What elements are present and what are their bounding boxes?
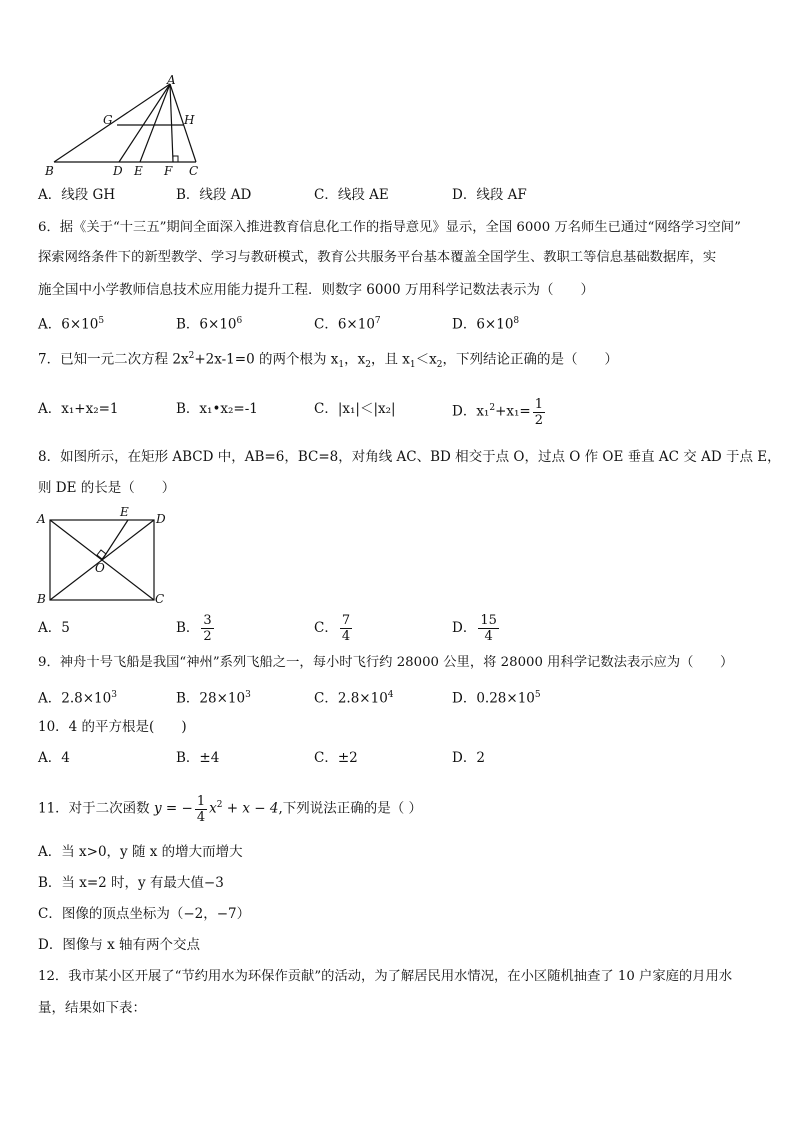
q8-option-a: A．5 xyxy=(38,620,70,636)
q11-option-a: A．当 x>0，y 随 x 的增大而增大 xyxy=(38,844,243,860)
q9-stem: 9．神舟十号飞船是我国“神州”系列飞船之一，每小时飞行约 28000 公里，将 28000 用科学记数法表示应为（ ） xyxy=(38,655,734,670)
label-O: O xyxy=(95,561,105,575)
label-B: B xyxy=(37,592,46,606)
label-C: C xyxy=(155,592,165,606)
q11-option-c: C．图像的顶点坐标为（−2，−7） xyxy=(38,906,251,922)
q7-stem: 7．已知一元二次方程 $2x^2+2x-1=0$ 的两个根为 $x_1$，$x_2$，且 $x_1<x_2$，下列结论正确的是（ ） xyxy=(38,351,618,371)
q6-option-c: C．$6\times 10^7$ xyxy=(314,316,381,333)
label-B: B xyxy=(45,164,54,178)
q11-option-b: B．当 x=2 时，y 有最大值−3 xyxy=(38,875,224,891)
q6-option-a: A．$6\times 10^5$ xyxy=(38,316,105,333)
label-G: G xyxy=(103,113,113,127)
q7-option-a: A．x₁+x₂=1 xyxy=(38,401,119,417)
q9-option-a: A．$2.8\times 10^3$ xyxy=(38,690,117,707)
q10-option-b: B．±4 xyxy=(176,750,220,766)
q10-option-c: C．±2 xyxy=(314,750,358,766)
q6-option-b: B．$6\times 10^6$ xyxy=(176,316,243,333)
q9-option-d: D．$0.28\times 10^5$ xyxy=(452,690,541,707)
q7-option-b: B．x₁•x₂=-1 xyxy=(176,401,258,417)
q5-option-b: B．线段 AD xyxy=(176,187,252,203)
triangle-figure xyxy=(40,74,210,180)
q9-option-b: B．$28\times 10^3$ xyxy=(176,690,251,707)
q7-option-d: D．x₁$^2$+x₁= $\frac{1}{2}$ xyxy=(452,396,544,428)
q8-option-d: D． $\frac{15}{4}$ xyxy=(452,613,497,644)
q6-line3: 施全国中小学教师信息技术应用能力提升工程．则数字 6000 万用科学记数法表示为（ ） xyxy=(38,282,594,298)
label-C: C xyxy=(189,164,199,178)
label-D: D xyxy=(113,164,123,178)
q5-option-d: D．线段 AF xyxy=(452,187,527,203)
q5-option-c: C．线段 AE xyxy=(314,187,389,203)
q11-stem: 11．对于二次函数 y = − $\frac{1}{4}$ $x^2 + x - 4$,下列说法正确的是（ ） xyxy=(38,793,423,825)
label-D: D xyxy=(156,512,166,526)
q10-stem: 10．4 的平方根是( ) xyxy=(38,719,187,735)
q9-option-c: C．$2.8\times 10^4$ xyxy=(314,690,394,707)
q10-option-a: A．4 xyxy=(38,750,70,766)
q7-option-c: C．|x₁|＜|x₂| xyxy=(314,401,396,417)
label-A: A xyxy=(167,74,176,87)
q12-line2: 量，结果如下表： xyxy=(38,1000,146,1016)
q6-line1: 6．据《关于“十三五”期间全面深入推进教育信息化工作的指导意见》显示，全国 6000 万名师生已通过“网络学习空间” xyxy=(38,220,741,235)
q11-option-d: D．图像与 x 轴有两个交点 xyxy=(38,937,201,953)
q12-line1: 12．我市某小区开展了“节约用水为环保作贡献”的活动，为了解居民用水情况，在小区随机抽查了 10 户家庭的月用水 xyxy=(38,969,733,984)
q10-option-d: D．2 xyxy=(452,750,485,766)
label-E: E xyxy=(120,506,129,519)
label-F: F xyxy=(164,164,173,178)
label-A: A xyxy=(37,512,46,526)
label-H: H xyxy=(184,113,195,127)
rectangle-figure xyxy=(34,506,174,606)
q6-line2: 探索网络条件下的新型教学、学习与教研模式，教育公共服务平台基本覆盖全国学生、教职工等信息基础数据库，实 xyxy=(38,250,717,265)
q8-option-b: B． $\frac{3}{2}$ xyxy=(176,613,212,644)
q8-option-c: C． $\frac{7}{4}$ xyxy=(314,613,351,644)
q5-option-a: A．线段 GH xyxy=(38,187,116,203)
q6-option-d: D．$6\times 10^8$ xyxy=(452,316,520,333)
q8-line2: 则 DE 的长是（ ） xyxy=(38,480,176,496)
label-E: E xyxy=(134,164,143,178)
q8-line1: 8．如图所示，在矩形 ABCD 中，AB=6，BC=8，对角线 AC、BD 相交于点 O，过点 O 作 OE 垂直 AC 交 AD 于点 E， xyxy=(38,449,781,465)
